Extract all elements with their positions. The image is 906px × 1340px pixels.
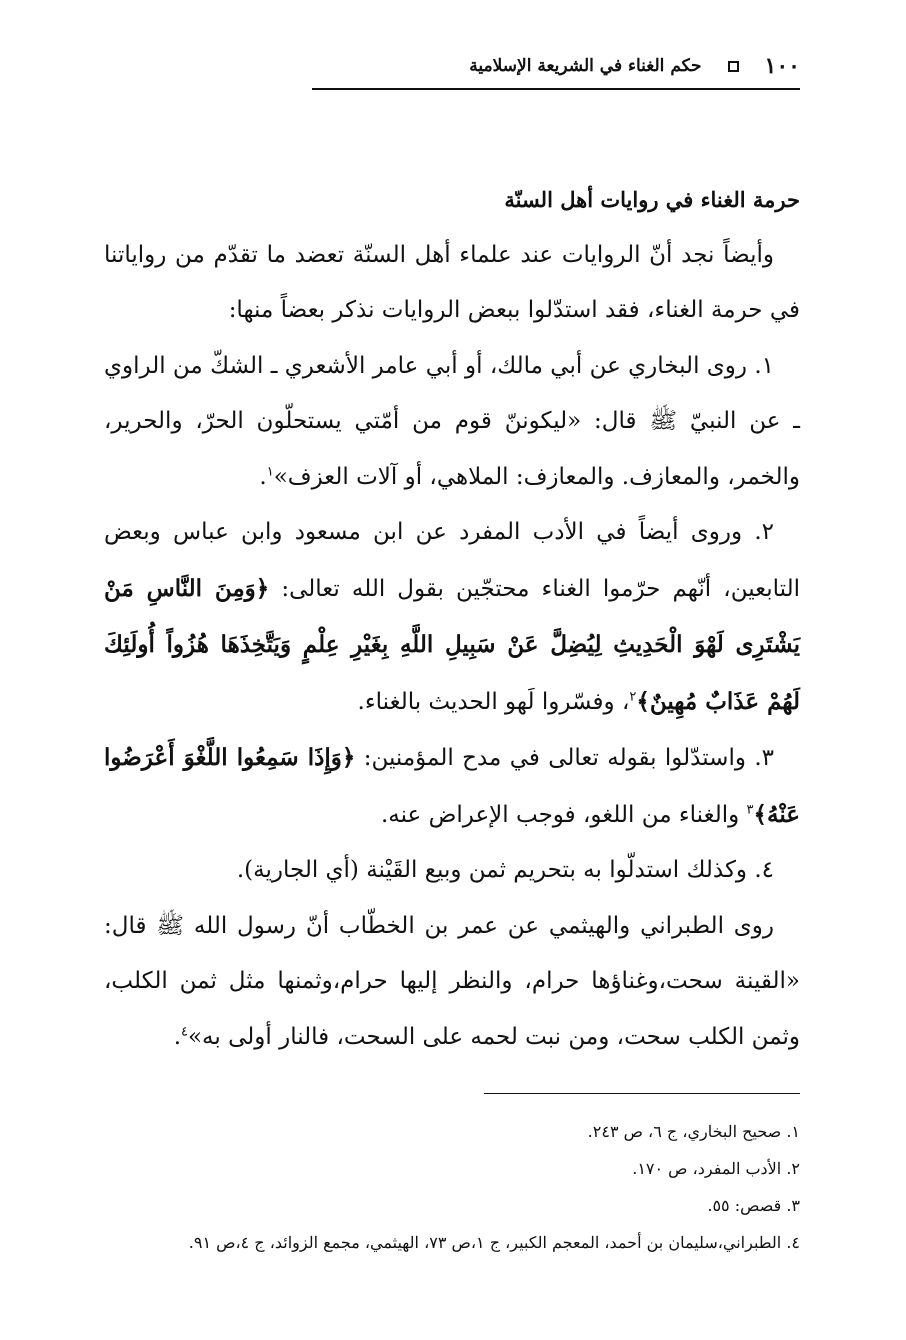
section-heading: حرمة الغناء في روايات أهل السنّة [504,187,800,212]
narration-paragraph: روى الطبراني والهيثمي عن عمر بن الخطّاب أنّ رسول الله ﷺ قال: «القينة سحت،وغناؤها حرام، والنظر إليها حرام،وثمنها مثل ثمن الكلب، وثمن الكلب سحت، ومن نبت لحمه على السحت، فالنار أولى به»$^٤$. [104,912,800,1050]
item-3-paragraph [104,730,800,843]
footnotes [100,1113,800,1261]
quran-verse-2: ﴿وَمِنَ النَّاسِ مَنْ يَشْتَرِى لَهْوَ الْحَدِيثِ لِيُضِلَّ عَنْ سَبِيلِ اللَّهِ بِغَيْرِ عِلْمٍ وَيَتَّخِذَهَا هُزُواً أُولَئِكَ لَهُمْ عَذَابٌ مُهِينٌ﴾ [104,574,800,715]
footnote-ref-4[interactable]: ٤ [181,1023,188,1039]
item-2-text: ٢. وروى أيضاً في الأدب المفرد عن ابن مسعود وابن عباس وبعض التابعين، أنّهم حرّموا الغناء محتجّين بقول الله تعالى: [104,519,800,602]
main-text [104,172,800,1065]
footnote-ref-3[interactable]: ٣ [746,801,754,817]
page-header [312,44,800,90]
square-separator-icon [728,61,739,72]
footnote-2: ٢. الأدب المفرد، ص ١٧٠. [632,1159,800,1178]
footnote-ref-1[interactable]: ١ [266,463,274,479]
quran-verse-3: ﴿وَإِذَا سَمِعُوا اللَّغْوَ أَعْرَضُوا عَنْهُ﴾ [104,744,800,828]
footnote-ref-2[interactable]: ٢ [629,688,637,704]
intro-paragraph: وأيضاً نجد أنّ الروايات عند علماء أهل السنّة تعضد ما تقدّم من رواياتنا في حرمة الغناء، فقد استدّلوا ببعض الروايات نذكر بعضاً منها: [104,241,800,323]
item-1-paragraph: ١. روى البخاري عن أبي مالك، أو أبي عامر الأشعري ـ الشكّ من الراوي ـ عن النبيّ ﷺ قال: «ليكوننّ قوم من أمّتي يستحلّون الحرّ، والحرير، والخمر، والمعازف. والمعازف: الملاهي، أو آلات العزف»$^١$. [104,352,800,490]
item-2-text-after: ، وفسّروا لَهو الحديث بالغناء. [357,688,630,715]
item-4-paragraph: ٤. وكذلك استدلّوا به بتحريم ثمن وبيع القَيْنة (أي الجارية). [236,857,774,883]
item-1-text: ١. روى البخاري عن أبي مالك، أو أبي عامر الأشعري ـ الشكّ من الراوي ـ عن النبيّ ﷺ قال: «ليكوننّ قوم من أمّتي يستحلّون الحرّ، والحرير، والخمر، والمعازف. والمعازف: الملاهي، أو آلات العزف» [104,352,800,490]
item-3-text: ٣. واستدّلوا بقوله تعالى في مدح المؤمنين: [355,745,774,771]
running-title: حكم الغناء في الشريعة الإسلامية [469,56,702,76]
narration-text: روى الطبراني والهيثمي عن عمر بن الخطّاب أنّ رسول الله ﷺ قال: «القينة سحت،وغناؤها حرام، والنظر إليها حرام،وثمنها مثل ثمن الكلب، وثمن الكلب سحت، ومن نبت لحمه على السحت، فالنار أولى به» [104,912,800,1050]
item-2-paragraph [104,505,800,730]
footnote-divider [484,1093,800,1094]
footnote-1: ١. صحيح البخاري، ج ٦، ص ٢٤٣. [587,1122,800,1141]
page-number: ١٠٠ [764,53,800,79]
footnote-4: ٤. الطبراني،سليمان بن أحمد، المعجم الكبير، ج ١،ص ٧٣، الهيثمي، مجمع الزوائد، ج ٤،ص ٩١. [188,1233,800,1252]
item-3-text-after: والغناء من اللغو، فوجب الإعراض عنه. [380,801,747,828]
footnote-3: ٣. قصص: ٥٥. [707,1196,800,1215]
